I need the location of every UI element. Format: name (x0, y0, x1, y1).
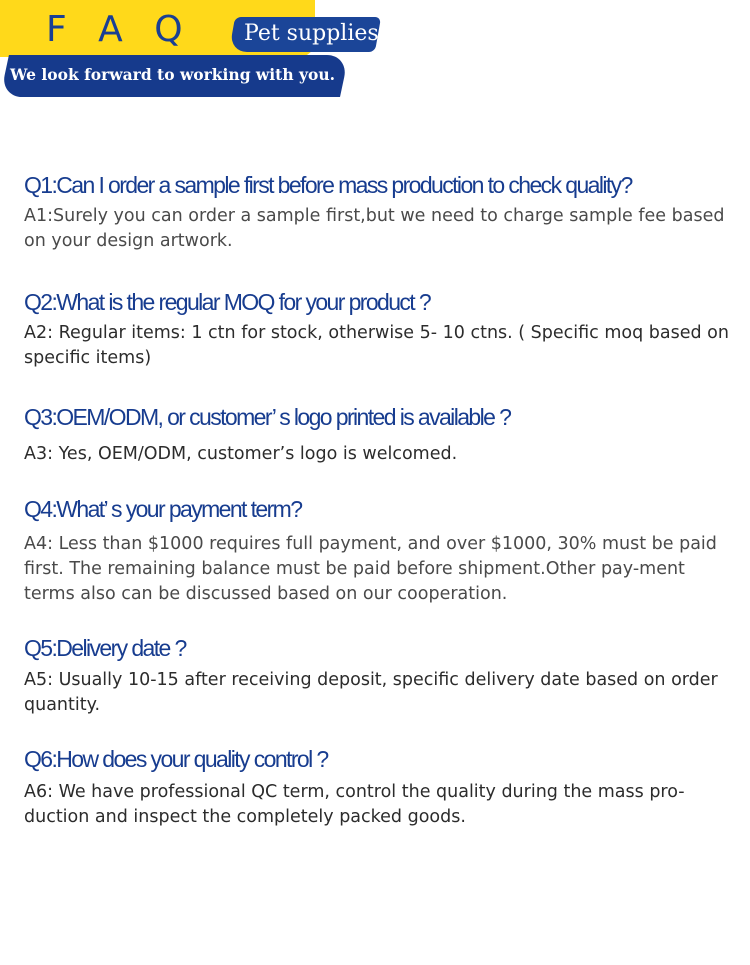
faq-item-2 (24, 287, 734, 371)
answer-1: A1:Surely you can order a sample first,but we need to charge sample fee based on your design artwork. (24, 206, 725, 251)
question-4: Q4:What’ s your payment term? (24, 496, 302, 522)
question-6: Q6:How does your quality control ? (24, 746, 328, 772)
faq-item-4 (24, 494, 734, 607)
question-1: Q1:Can I order a sample first before mass production to check quality? (24, 172, 632, 198)
tagline-text: We look forward to working with you. (10, 65, 336, 84)
answer-3: A3: Yes, OEM/ODM, customer’s logo is welcomed. (24, 444, 458, 464)
faq-item-6 (24, 744, 734, 830)
faq-title: F A Q (46, 9, 193, 50)
question-2: Q2:What is the regular MOQ for your product ? (24, 289, 431, 315)
answer-5: A5: Usually 10-15 after receiving deposit, specific delivery date based on order quantity. (24, 670, 718, 715)
faq-item-1 (24, 170, 734, 254)
answer-4: A4: Less than $1000 requires full payment, and over $1000, 30% must be paid first. The remaining balance must be paid before shipment.Other pay-ment terms also can be discussed based on our cooperation. (24, 534, 717, 604)
question-3: Q3:OEM/ODM, or customer’ s logo printed is available ? (24, 404, 511, 430)
answer-2: A2: Regular items: 1 ctn for stock, otherwise 5- 10 ctns. ( Specific moq based on specific items) (24, 323, 729, 368)
header-banner (0, 0, 750, 110)
faq-item-3 (24, 402, 734, 467)
faq-item-5 (24, 633, 734, 718)
question-5: Q5:Delivery date ? (24, 635, 186, 661)
answer-6: A6: We have professional QC term, control the quality during the mass pro-duction and inspect the completely packed goods. (24, 782, 685, 827)
pet-supplies-label: Pet supplies (244, 21, 379, 46)
